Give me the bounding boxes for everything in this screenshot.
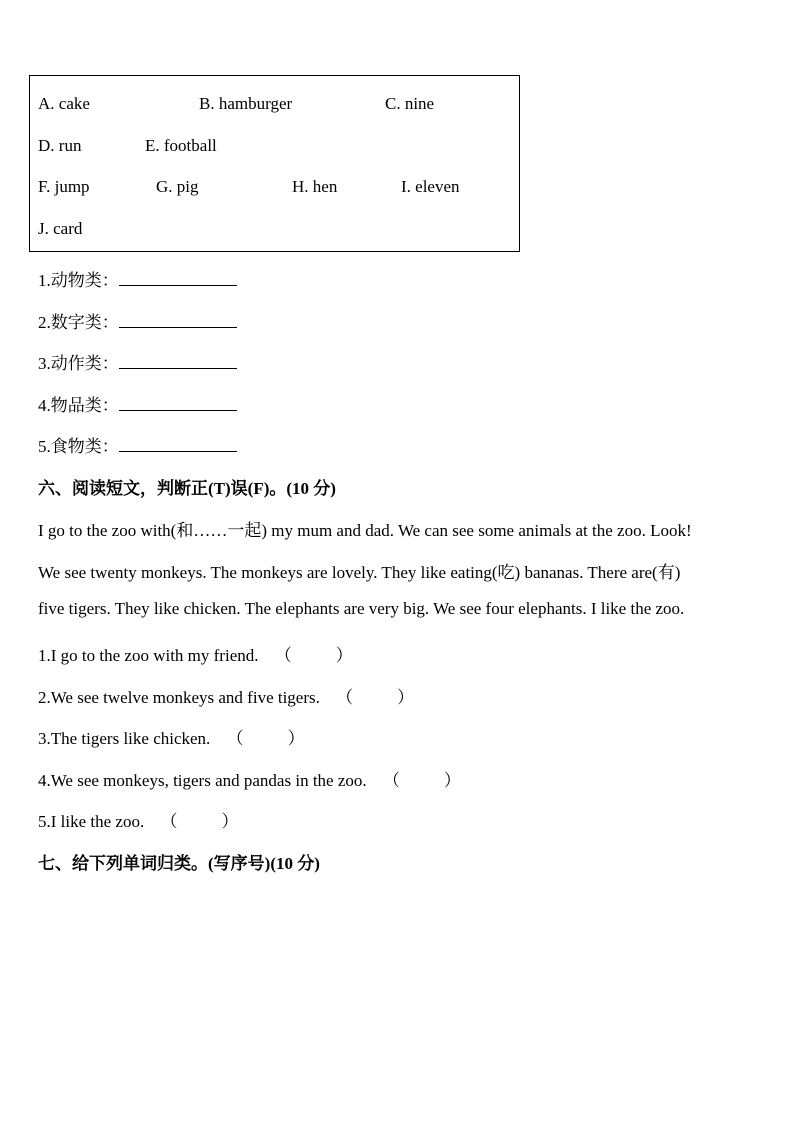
option-d: D. run	[38, 136, 82, 155]
option-e: E. football	[145, 136, 217, 155]
option-b: B. hamburger	[199, 94, 293, 113]
category-label: 1.动物类：	[38, 271, 119, 290]
answer-paren[interactable]: （ ）	[160, 812, 239, 831]
passage-line-3: five tigers. They like chicken. The elephants are very big. We see four elephants. I like the zoo.	[38, 599, 685, 618]
answer-paren[interactable]: （ ）	[226, 729, 305, 748]
category-actions	[38, 349, 237, 374]
question-5	[38, 807, 238, 832]
answer-blank[interactable]	[119, 435, 237, 452]
answer-paren[interactable]: （ ）	[336, 688, 415, 707]
category-objects	[38, 391, 237, 416]
answer-paren[interactable]: （ ）	[382, 771, 461, 790]
option-f: F. jump	[38, 177, 90, 196]
question-text: 2.We see twelve monkeys and five tigers.	[38, 688, 320, 707]
question-3	[38, 724, 305, 749]
category-label: 3.动作类：	[38, 354, 119, 373]
question-1	[38, 641, 353, 666]
answer-blank[interactable]	[119, 311, 237, 328]
question-text: 5.I like the zoo.	[38, 812, 145, 831]
option-h: H. hen	[292, 177, 338, 196]
question-text: 3.The tigers like chicken.	[38, 729, 211, 748]
answer-paren[interactable]: （ ）	[274, 646, 353, 665]
option-j: J. card	[38, 219, 83, 238]
option-c: C. nine	[385, 94, 435, 113]
option-i: I. eleven	[401, 177, 460, 196]
category-label: 4.物品类：	[38, 396, 119, 415]
category-food	[38, 432, 237, 457]
category-label: 2.数字类：	[38, 313, 119, 332]
answer-blank[interactable]	[119, 352, 237, 369]
section7-heading: 七、给下列单词归类。(写序号)(10 分)	[38, 854, 320, 873]
option-a: A. cake	[38, 94, 90, 113]
question-4	[38, 766, 461, 791]
question-text: 4.We see monkeys, tigers and pandas in the zoo.	[38, 771, 367, 790]
category-label: 5.食物类：	[38, 437, 119, 456]
word-options-box	[29, 75, 520, 252]
passage-line-1: I go to the zoo with(和……一起) my mum and dad. We can see some animals at the zoo. Look!	[38, 521, 692, 540]
answer-blank[interactable]	[119, 269, 237, 286]
category-numbers	[38, 308, 237, 333]
section6-heading: 六、阅读短文，判断正(T)误(F)。(10 分)	[38, 479, 336, 498]
answer-blank[interactable]	[119, 394, 237, 411]
category-animals	[38, 266, 237, 291]
question-2	[38, 683, 414, 708]
option-g: G. pig	[156, 177, 199, 196]
passage-line-2: We see twenty monkeys. The monkeys are lovely. They like eating(吃) bananas. There are(有)	[38, 563, 681, 582]
question-text: 1.I go to the zoo with my friend.	[38, 646, 259, 665]
